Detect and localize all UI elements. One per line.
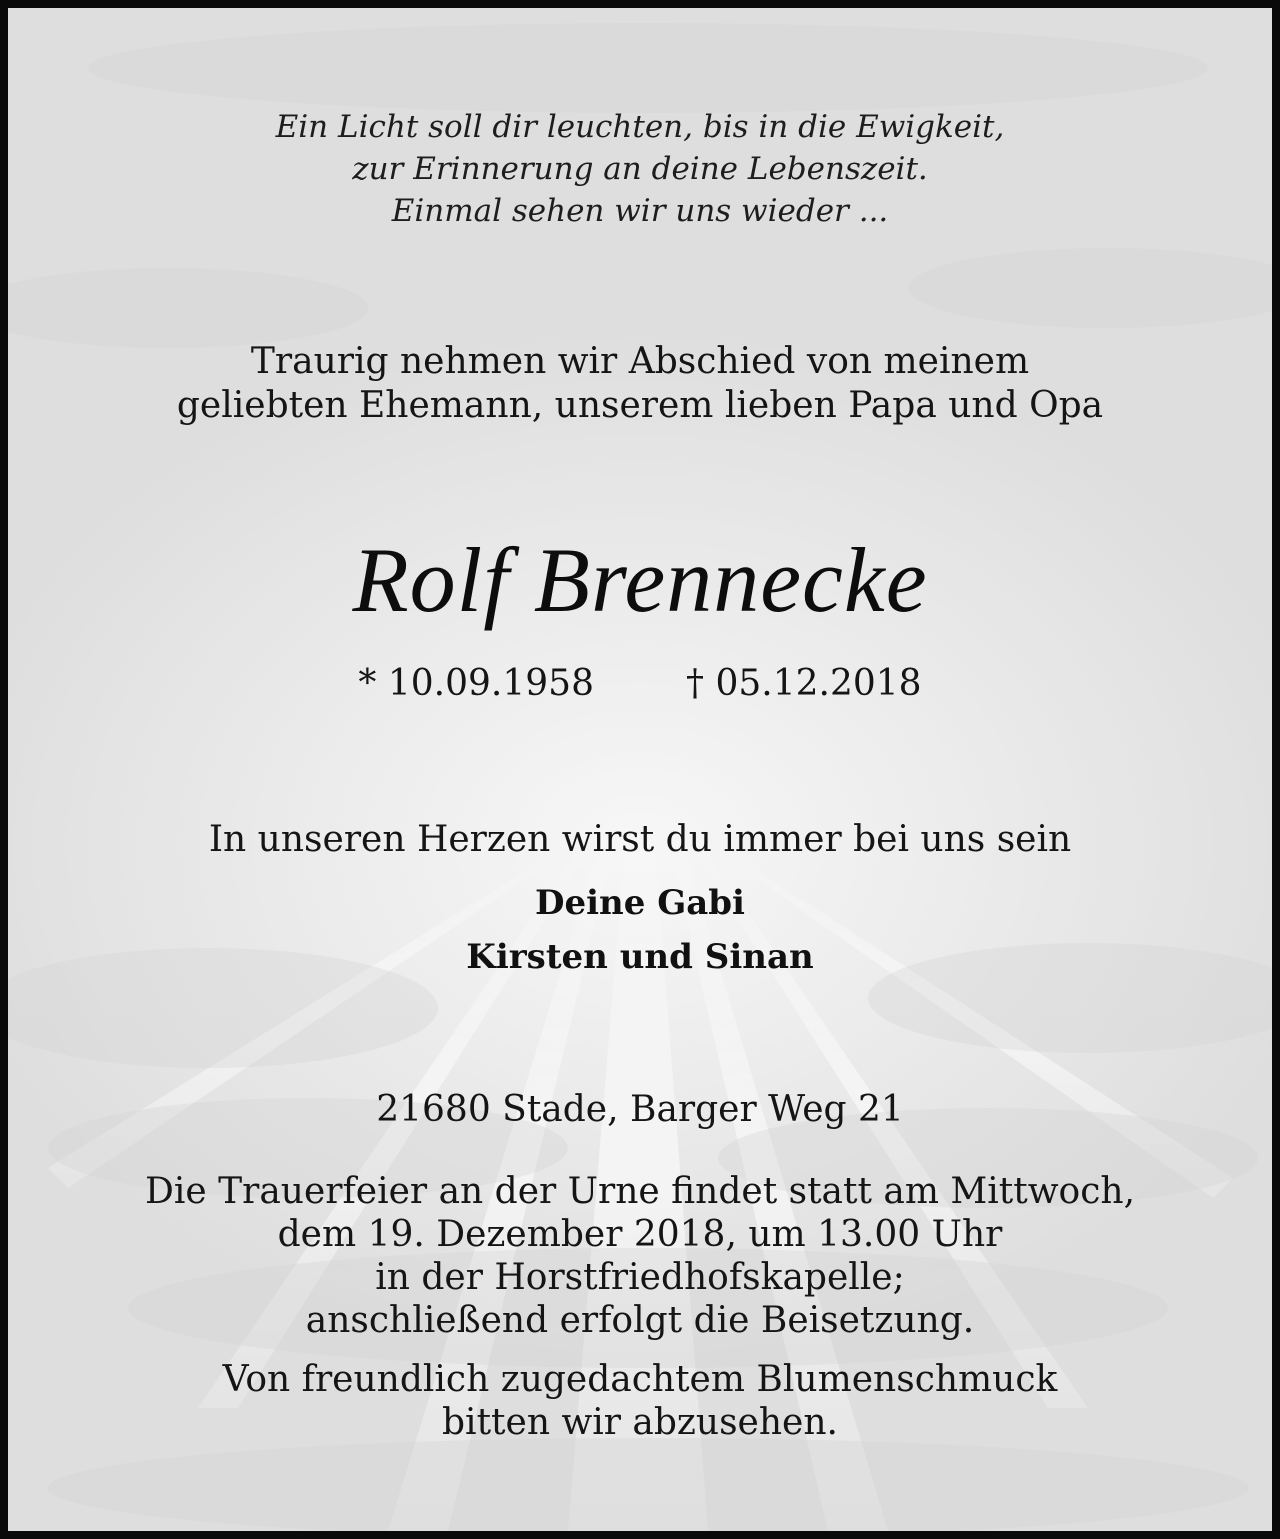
motto-line-1: Ein Licht soll dir leuchten, bis in die Ewigkeit,: [275, 109, 1005, 145]
address: 21680 Stade, Barger Weg 21: [376, 1089, 904, 1130]
ceremony-line-2: dem 19. Dezember 2018, um 13.00 Uhr: [277, 1214, 1003, 1255]
motto-line-2: zur Erinnerung an deine Lebenszeit.: [352, 151, 928, 187]
mourner-line-2: Kirsten und Sinan: [466, 937, 814, 977]
deceased-name: Rolf Brennecke: [352, 529, 928, 631]
remembrance-line: In unseren Herzen wirst du immer bei uns sein: [208, 819, 1072, 860]
ceremony-line-3: in der Horstfriedhofskapelle;: [375, 1257, 905, 1298]
flowers-line-2: bitten wir abzusehen.: [442, 1402, 838, 1443]
ceremony-line-4: anschließend erfolgt die Beisetzung.: [305, 1300, 975, 1341]
intro-line-1: Traurig nehmen wir Abschied von meinem: [250, 341, 1030, 382]
flowers-line-1: Von freundlich zugedachtem Blumenschmuck: [222, 1359, 1058, 1400]
death-date: † 05.12.2018: [686, 663, 922, 704]
life-dates: [8, 662, 1272, 706]
ceremony-line-1: Die Trauerfeier an der Urne findet statt am Mittwoch,: [144, 1171, 1136, 1212]
mourner-line-1: Deine Gabi: [535, 883, 745, 923]
intro-line-2: geliebten Ehemann, unserem lieben Papa und Opa: [176, 385, 1104, 426]
birth-date: * 10.09.1958: [358, 663, 594, 704]
motto-line-3: Einmal sehen wir uns wieder ...: [391, 193, 889, 229]
